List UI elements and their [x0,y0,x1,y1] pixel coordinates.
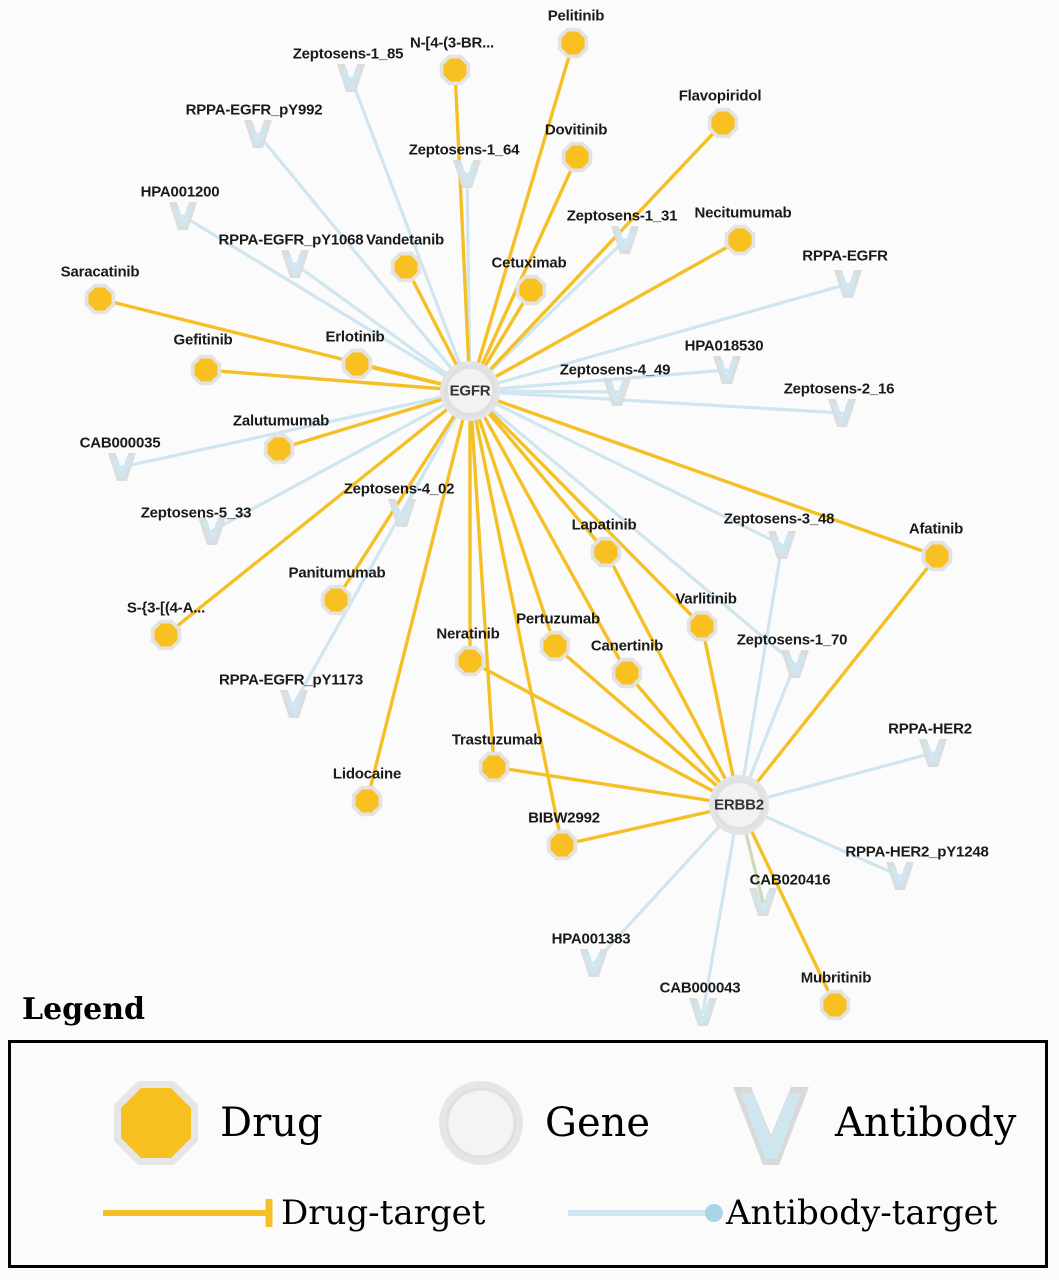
drug-target-edge-icon [101,1193,281,1233]
gene-node-label: ERBB2 [714,796,764,814]
drug-node[interactable] [708,108,738,138]
drug-node-label: Canertinib [590,637,664,655]
drug-node[interactable] [612,658,642,688]
antibody-node-label: Zeptosens-5_33 [140,504,252,522]
drug-node[interactable] [725,225,755,255]
antibody-target-edge-icon [566,1193,726,1233]
drug-node[interactable] [558,28,588,58]
edge-antibody-target [739,545,782,805]
drug-node[interactable] [479,752,509,782]
drug-node-label: Trastuzumab [451,731,543,749]
drug-node[interactable] [516,275,546,305]
antibody-node-label: RPPA-HER2_pY1248 [845,843,989,861]
drug-node-label: Neratinib [436,625,500,643]
legend-item-gene [431,1073,650,1173]
antibody-node-label: HPA001200 [140,183,220,201]
antibody-node-label: Zeptosens-1_31 [566,207,678,225]
antibody-node-label: RPPA-EGFR [802,247,888,265]
drug-node-label: Pertuzumab [516,610,600,628]
drug-node-label: Erlotinib [325,328,385,346]
drug-node[interactable] [687,611,717,641]
drug-node[interactable] [321,585,351,615]
drug-node-label: Varlitinib [675,590,737,608]
drug-node-label: Cetuximab [491,254,567,272]
legend-item-antibody [721,1073,1016,1173]
antibody-node-label: CAB000043 [659,979,741,997]
antibody-node-label: RPPA-HER2 [888,720,972,738]
drug-node[interactable] [922,541,952,571]
drug-node[interactable] [85,284,115,314]
drug-node[interactable] [264,434,294,464]
drug-node[interactable] [391,252,421,282]
drug-node-label: BIBW2992 [528,809,600,827]
legend-item-antibody-target [566,1193,997,1233]
antibody-chevron-icon [721,1073,821,1173]
antibody-node-label: HPA018530 [684,337,764,355]
drug-node-label: Gefitinib [173,331,233,349]
drug-node[interactable] [455,646,485,676]
drug-node-label: Flavopiridol [678,87,762,105]
drug-node-label: S-{3-[(4-A... [126,599,206,617]
drug-node-label: Afatinib [908,520,964,538]
drug-node-label: Mubritinib [800,969,872,987]
drug-node-label: Pelitinib [547,7,605,25]
drug-node[interactable] [440,55,470,85]
antibody-node-label: Zeptosens-2_16 [783,380,895,398]
legend-title: Legend [22,992,146,1027]
legend-label-antibody-target: Antibody-target [726,1193,998,1233]
drug-node[interactable] [820,990,850,1020]
drug-node-label: Saracatinib [60,263,140,281]
antibody-node-label: HPA001383 [551,930,631,948]
legend-shapes-row [11,1063,1045,1173]
edge-drug-target [470,157,577,391]
antibody-node-label: Zeptosens-4_49 [559,361,671,379]
drug-node-label: Vandetanib [365,231,445,249]
legend-label-drug: Drug [220,1100,323,1146]
drug-node-label: Lapatinib [571,516,637,534]
drug-node-label: Zalutumumab [232,412,330,430]
antibody-node-label: Zeptosens-1_70 [736,631,848,649]
drug-node[interactable] [547,830,577,860]
drug-node[interactable] [191,355,221,385]
drug-node[interactable] [342,349,372,379]
gene-node-label: EGFR [449,382,491,400]
antibody-node-label: Zeptosens-3_48 [723,510,835,528]
legend-item-drug-target [101,1193,485,1233]
drug-node[interactable] [591,537,621,567]
antibody-node-label: Zeptosens-4_02 [343,480,455,498]
antibody-node-label: CAB020416 [749,871,831,889]
drug-node-label: Dovitinib [544,121,608,139]
legend-label-antibody: Antibody [835,1100,1017,1146]
drug-node[interactable] [540,631,570,661]
antibody-node-label: Zeptosens-1_64 [408,141,520,159]
legend-item-drug [106,1073,323,1173]
drug-node[interactable] [562,142,592,172]
drug-node-label: N-[4-(3-BR... [409,34,495,52]
antibody-node-label: CAB000035 [79,434,161,452]
edge-drug-target [470,391,702,626]
legend-box [8,1040,1048,1268]
antibody-node-label: Zeptosens-1_85 [292,45,404,63]
antibody-node-label: RPPA-EGFR_pY992 [185,101,323,119]
drug-node[interactable] [151,620,181,650]
drug-node-label: Panitumumab [288,564,386,582]
drug-node-label: Necitumumab [694,204,792,222]
legend-label-drug-target: Drug-target [281,1193,486,1233]
drug-node[interactable] [352,786,382,816]
legend-edges-row [11,1193,1045,1253]
antibody-node-label: RPPA-EGFR_pY1068 [218,231,364,249]
edge-antibody-target [739,753,933,805]
drug-node-label: Lidocaine [332,765,402,783]
edge-drug-target [736,556,937,805]
antibody-node-label: RPPA-EGFR_pY1173 [218,671,364,689]
legend-label-gene: Gene [545,1100,651,1146]
drug-octagon-icon [106,1073,206,1173]
gene-circle-icon [431,1073,531,1173]
